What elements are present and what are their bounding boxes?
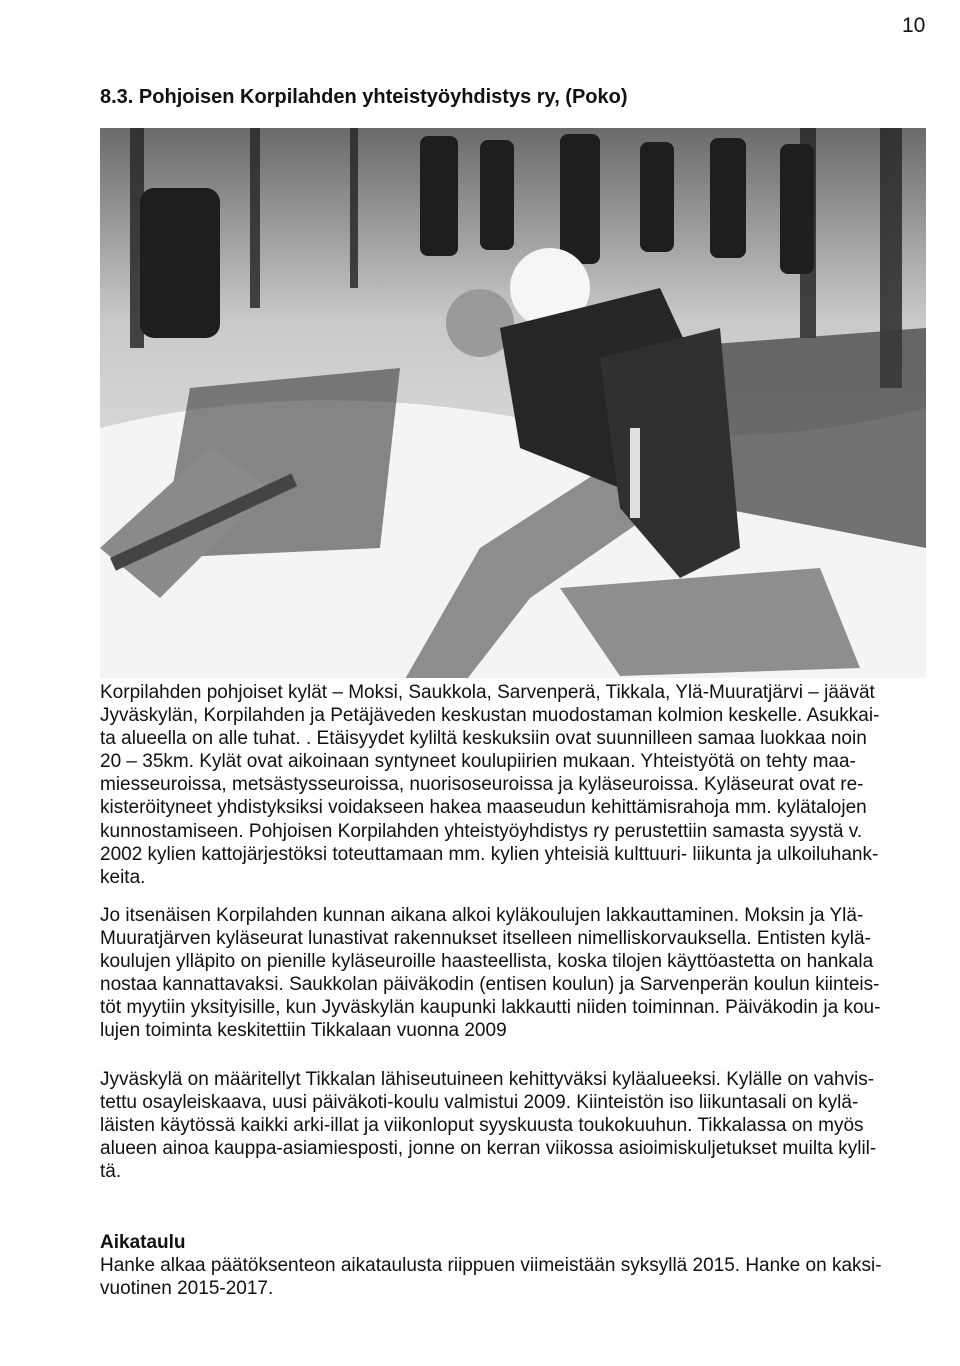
- paragraph-line: Jyväskylän, Korpilahden ja Petäjäveden keskustan muodostaman kolmion keskelle. Asukkai-: [100, 705, 880, 727]
- paragraph-line: Jo itsenäisen Korpilahden kunnan aikana alkoi kyläkoulujen lakkauttaminen. Moksin ja Ylä-: [100, 905, 864, 926]
- paragraph-schedule: [100, 1231, 930, 1300]
- paragraph-line: koulujen ylläpito on pienille kyläseuroille haasteellista, koska tilojen käyttöastetta on hankala: [100, 951, 874, 973]
- paragraph-line: ta alueella on alle tuhat. . Etäisyydet kyliltä keskuksiin ovat suunnilleen samaa luokkaa noin: [100, 728, 867, 750]
- paragraph-line: Korpilahden pohjoiset kylät – Moksi, Saukkola, Sarvenperä, Tikkala, Ylä-Muuratjärvi – jäävät: [100, 682, 875, 703]
- page-number: 10: [902, 14, 926, 37]
- paragraph-line: kunnostamiseen. Pohjoisen Korpilahden yhteistyöyhdistys ry perustettiin samasta syystä v.: [100, 820, 863, 842]
- paragraph-tikkala: [100, 1068, 930, 1183]
- schedule-title: Aikataulu: [100, 1232, 186, 1253]
- paragraph-line: nostaa kannattavaksi. Saukkolan päiväkodin (entisen koulun) ja Sarvenperän koulun kiinteis-: [100, 974, 880, 996]
- paragraph-line: Hanke alkaa päätöksenteon aikataulusta riippuen viimeistään syksyllä 2015. Hanke on kaksi-: [100, 1255, 882, 1277]
- paragraph-line: lujen toiminta keskitettiin Tikkalaan vuonna 2009: [100, 1020, 507, 1042]
- photo-illustration: [100, 128, 926, 678]
- paragraph-line: kisteröityneet yhdistyksiksi voidakseen hakea maaseudun kehittämisrahoja mm. kylätalojen: [100, 797, 867, 819]
- paragraph-line: 2002 kylien kattojärjestöksi toteuttamaan mm. kylien yhteisiä kulttuuri- liikunta ja ulkoiluhank-: [100, 843, 879, 865]
- paragraph-line: tä.: [100, 1161, 122, 1183]
- paragraph-line: töt myytiin yksityisille, kun Jyväskylän kaupunki lakkautti niiden toiminnan. Päiväkodin ja kou-: [100, 997, 881, 1019]
- paragraph-line: Jyväskylä on määritellyt Tikkalan lähiseutuineen kehittyväksi kyläalueeksi. Kylälle on vahvis-: [100, 1069, 875, 1090]
- paragraph-line: keita.: [100, 866, 146, 888]
- paragraph-line: Muuratjärven kyläseurat lunastivat rakennukset itselleen nimelliskorvauksella. Entisten kylä-: [100, 928, 871, 950]
- paragraph-line: 20 – 35km. Kylät ovat aikoinaan syntyneet koulupiirien mukaan. Yhteistyötä on tehty maa-: [100, 751, 856, 773]
- section-heading: 8.3. Pohjoisen Korpilahden yhteistyöyhdistys ry, (Poko): [100, 86, 628, 108]
- paragraph-line: vuotinen 2015-2017.: [100, 1278, 274, 1300]
- paragraph-line: miesseuroissa, metsästysseuroissa, nuorisoseuroissa ja kyläseuroissa. Kyläseurat ovat re-: [100, 774, 864, 796]
- photo-children-sawing-log: [100, 128, 926, 678]
- paragraph-line: tettu osayleiskaava, uusi päiväkoti-koulu valmistui 2009. Kiinteistön iso liikuntasali on kylä-: [100, 1092, 859, 1114]
- paragraph-schools: [100, 904, 930, 1043]
- paragraph-villages: [100, 681, 930, 889]
- paragraph-line: läisten käytössä kaikki arki-illat ja viikonloput syyskuusta toukokuuhun. Tikkalassa on myös: [100, 1115, 864, 1137]
- paragraph-line: alueen ainoa kauppa-asiamiesposti, jonne on kerran viikossa asioimiskuljetukset muilta kylil-: [100, 1138, 877, 1160]
